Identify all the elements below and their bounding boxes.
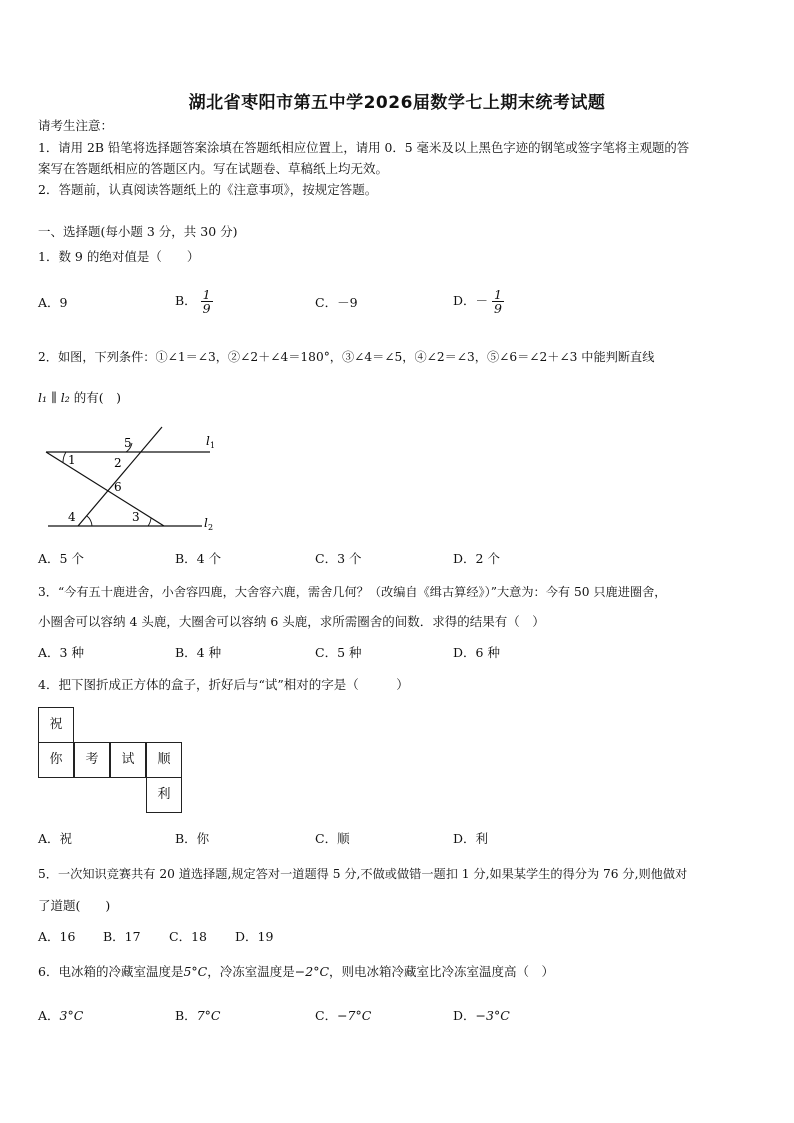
q1-d-numerator: 1 [494, 287, 502, 302]
label-l1-subscript: 1 [210, 441, 216, 450]
q6-stem-part-2: ，冷冻室温度是 [207, 964, 295, 979]
q6-option-a [38, 1006, 83, 1026]
notice-item-1-line-1: 1．请用 2B 铅笔将选择题答案涂填在答题纸相应位置上，请用 0．5 毫米及以上黑色字迹的钢笔或签字笔将主观题的答 [38, 140, 690, 155]
notice-item-2: 2．答题前，认真阅读答题纸上的《注意事项》，按规定答题。 [38, 182, 378, 197]
angle-label-5: 5 [124, 436, 132, 450]
q2-option-d: D．2 个 [453, 551, 500, 566]
label-l2: l [204, 516, 208, 530]
q2-stem-line-2-text: 的有( ) [73, 390, 121, 405]
net-cell-3: 考 [74, 742, 110, 778]
q6-option-d-value: −3°C [475, 1008, 510, 1023]
q6-option-d-label: D． [453, 1008, 476, 1023]
net-cell-5: 顺 [146, 742, 182, 778]
angle-label-3: 3 [132, 510, 140, 524]
angle-label-1: 1 [68, 453, 76, 467]
q5-option-c: C．18 [169, 929, 207, 944]
notice-item-1-line-2: 案写在答题纸相应的答题区内。写在试题卷、草稿纸上均无效。 [38, 161, 389, 176]
q4-stem: 4．把下图折成正方体的盒子，折好后与“试”相对的字是（ ） [38, 677, 409, 692]
notice-heading: 请考生注意： [38, 118, 114, 133]
q3-options [38, 643, 758, 663]
transversal-2 [78, 427, 162, 526]
q6-option-c-value: −7°C [337, 1008, 372, 1023]
q6-option-c [315, 1006, 371, 1026]
q1-stem: 1．数 9 的绝对值是（ ） [38, 249, 200, 264]
q3-option-c: C．5 种 [315, 645, 362, 660]
q6-options [38, 1006, 758, 1026]
q6-option-a-value: 3°C [59, 1008, 84, 1023]
q4-option-b: B．你 [175, 831, 210, 846]
q2-stem-line-1: 2．如图，下列条件：①∠1＝∠3，②∠2＋∠4＝180°，③∠4＝∠5，④∠2＝∠3，⑤∠6＝∠2＋∠3 中能判断直线 [38, 350, 655, 364]
angle-arc-4 [87, 516, 92, 526]
q6-option-b-value: 7°C [196, 1008, 221, 1023]
label-l1: l [206, 434, 210, 448]
q6-option-b-label: B． [175, 1008, 197, 1023]
q4-options [38, 829, 758, 849]
q2-figure [38, 425, 228, 535]
q5-line-2: 了道题( ) [38, 898, 111, 913]
q3-line-2: 小圈舍可以容纳 4 头鹿，大圈舍可以容纳 6 头鹿，求所需圈舍的间数．求得的结果有（ ） [38, 614, 545, 629]
q3-line-1: 3．“今有五十鹿进舍，小舍容四鹿，大舍容六鹿，需舍几何？（改编自《缉古算经》）”大意为：今有 50 只鹿进圈舍， [38, 585, 667, 599]
q6-option-d [453, 1006, 510, 1026]
q2-option-b: B．4 个 [175, 551, 222, 566]
q1-option-b-label: B． [175, 293, 197, 308]
q1-option-d-fraction [492, 288, 504, 315]
q1-b-numerator: 1 [202, 287, 211, 302]
q1-option-d-label: D．－ [453, 293, 489, 308]
q1-option-b-fraction [201, 288, 213, 315]
section-heading: 一、选择题(每小题 3 分，共 30 分) [38, 224, 238, 239]
q6-option-b [175, 1006, 220, 1026]
q5-option-d: D．19 [235, 929, 274, 944]
angle-arc-1 [63, 452, 66, 463]
angle-arc-3 [148, 518, 151, 526]
q1-options [38, 287, 758, 316]
q2-stem-line-2 [38, 389, 121, 407]
page-title: 湖北省枣阳市第五中学2026届数学七上期末统考试题 [188, 93, 606, 113]
q4-option-a: A．祝 [38, 831, 73, 846]
q6-fridge-temp: 5°C [183, 964, 208, 979]
angle-label-6: 6 [114, 480, 122, 494]
q6-freezer-temp: −2°C [294, 964, 330, 979]
angle-label-4: 4 [68, 510, 76, 524]
net-cell-1: 祝 [38, 707, 74, 743]
q5-options [38, 927, 758, 947]
q4-option-c: C．顺 [315, 831, 350, 846]
q4-option-d: D．利 [453, 831, 489, 846]
q1-option-c: C．－9 [315, 295, 358, 310]
q1-option-a: A．9 [38, 295, 68, 310]
q5-option-a: A．16 [38, 929, 76, 944]
q2-option-c: C．3 个 [315, 551, 362, 566]
q6-stem-part-1: 6．电冰箱的冷藏室温度是 [38, 964, 184, 979]
q5-option-b: B．17 [103, 929, 141, 944]
label-l2-subscript: 2 [208, 523, 214, 532]
q6-stem-part-3: ，则电冰箱冷藏室比冷冻室温度高（ ） [329, 964, 555, 979]
q2-options [38, 549, 758, 569]
q1-option-d [453, 288, 504, 315]
net-cell-4: 试 [110, 742, 146, 778]
q2-parallel-expression: l₁ ∥ l₂ [38, 390, 70, 405]
q2-option-a: A．5 个 [38, 551, 84, 566]
net-cell-2: 你 [38, 742, 74, 778]
q6-option-c-label: C． [315, 1008, 338, 1023]
angle-label-2: 2 [114, 456, 122, 470]
transversal-1 [46, 452, 164, 526]
q1-d-denominator: 9 [494, 301, 502, 316]
q6-stem [38, 963, 554, 981]
net-cell-6: 利 [146, 777, 182, 813]
q5-line-1: 5．一次知识竞赛共有 20 道选择题,规定答对一道题得 5 分,不做或做错一题扣 1 分,如果某学生的得分为 76 分,则他做对 [38, 867, 688, 881]
q1-b-denominator: 9 [202, 301, 211, 316]
q3-option-d: D．6 种 [453, 645, 500, 660]
q3-option-b: B．4 种 [175, 645, 222, 660]
q3-option-a: A．3 种 [38, 645, 84, 660]
q1-option-b [175, 288, 213, 315]
q6-option-a-label: A． [38, 1008, 60, 1023]
